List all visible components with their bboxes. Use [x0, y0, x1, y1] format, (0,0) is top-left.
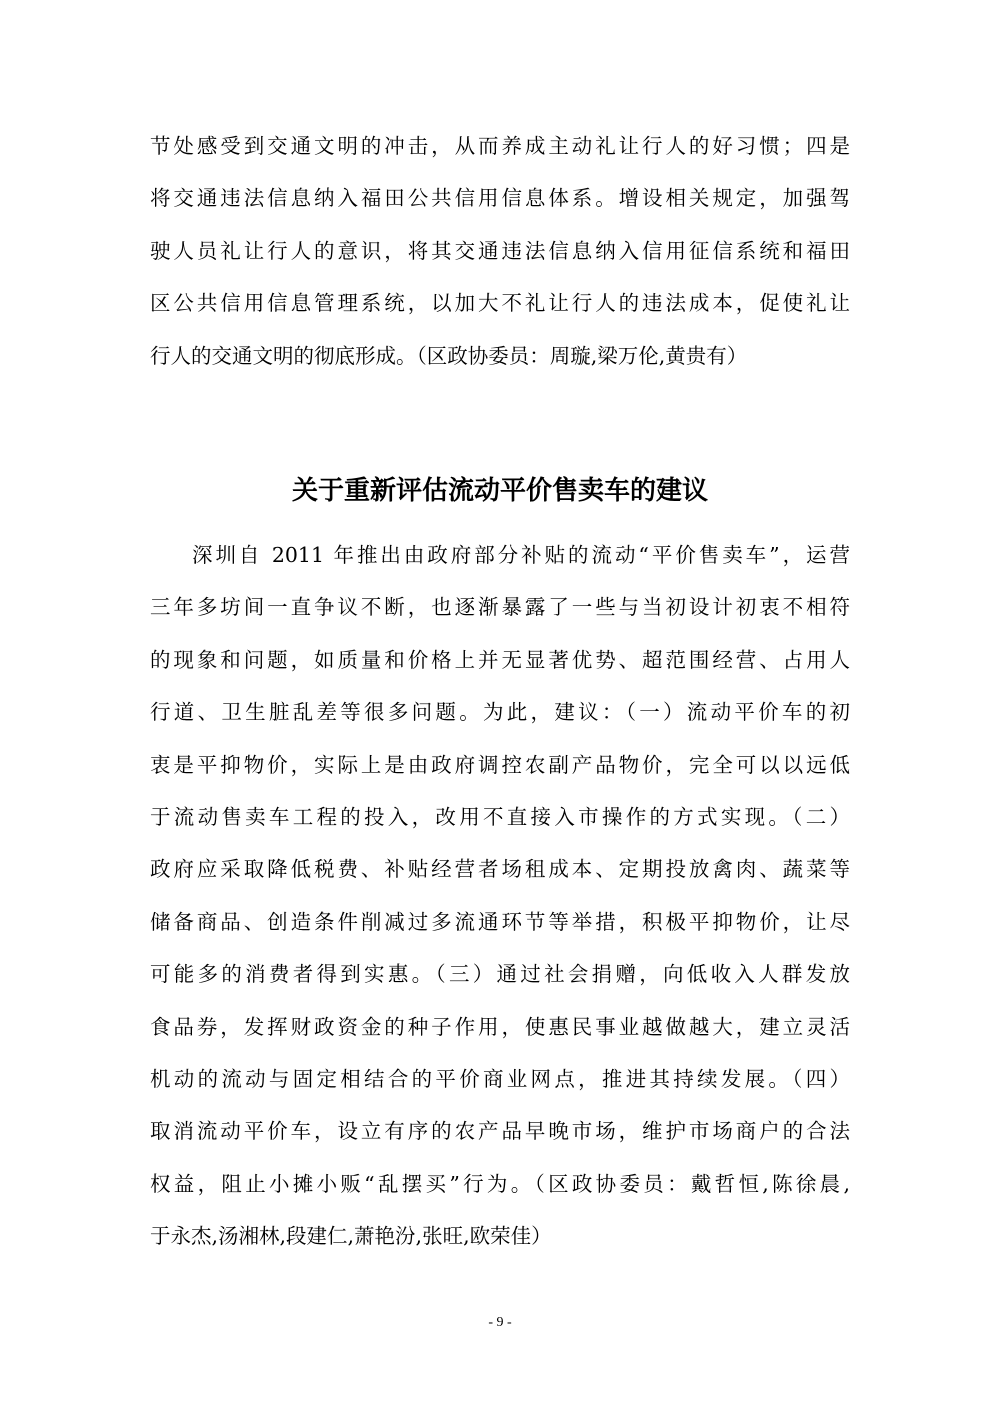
text-line: 节处感受到交通文明的冲击，从而养成主动礼让行人的好习惯；四是	[150, 134, 850, 158]
section-title: 关于重新评估流动平价售卖车的建议	[291, 476, 708, 506]
text-line: 行道、卫生脏乱差等很多问题。为此，建议：（一）流动平价车的初	[150, 700, 850, 725]
text-line: 储备商品、创造条件削减过多流通环节等举措，积极平抑物价，让尽	[150, 909, 850, 934]
text-line: 机动的流动与固定相结合的平价商业网点，推进其持续发展。（四）	[150, 1066, 850, 1091]
text-line: 深圳自 2011 年推出由政府部分补贴的流动“平价售卖车”，运营	[192, 543, 850, 567]
paragraph-mobile-cart-proposal	[150, 529, 850, 1262]
text-line: 权益，阻止小摊小贩“乱摆买”行为。（区政协委员：戴哲恒,陈徐晨,	[150, 1171, 850, 1196]
text-line: 区公共信用信息管理系统，以加大不礼让行人的违法成本，促使礼让	[150, 291, 850, 316]
text-line: 三年多坊间一直争议不断，也逐渐暴露了一些与当初设计初衷不相符	[150, 595, 850, 620]
text-line: 将交通违法信息纳入福田公共信用信息体系。增设相关规定，加强驾	[150, 186, 850, 211]
text-line: 行人的交通文明的彻底形成。（区政协委员：周璇,梁万伦,黄贵有）	[150, 343, 748, 368]
text-line: 政府应采取降低税费、补贴经营者场租成本、定期投放禽肉、蔬菜等	[150, 857, 850, 882]
text-line: 的现象和问题，如质量和价格上并无显著优势、超范围经营、占用人	[150, 647, 850, 672]
text-line: 取消流动平价车，设立有序的农产品早晚市场，维护市场商户的合法	[150, 1119, 850, 1144]
text-line: 食品券，发挥财政资金的种子作用，使惠民事业越做越大，建立灵活	[150, 1014, 850, 1039]
page-number: - 9 -	[488, 1315, 512, 1330]
text-line: 衷是平抑物价，实际上是由政府调控农副产品物价，完全可以以远低	[150, 752, 850, 777]
text-line: 于永杰,汤湘林,段建仁,萧艳汾,张旺,欧荣佳）	[150, 1224, 552, 1249]
text-line: 于流动售卖车工程的投入，改用不直接入市操作的方式实现。（二）	[150, 804, 850, 829]
text-line: 驶人员礼让行人的意识，将其交通违法信息纳入信用征信系统和福田	[150, 238, 850, 263]
text-line: 可能多的消费者得到实惠。（三）通过社会捐赠，向低收入人群发放	[150, 962, 850, 987]
paragraph-traffic-civility	[150, 120, 850, 382]
